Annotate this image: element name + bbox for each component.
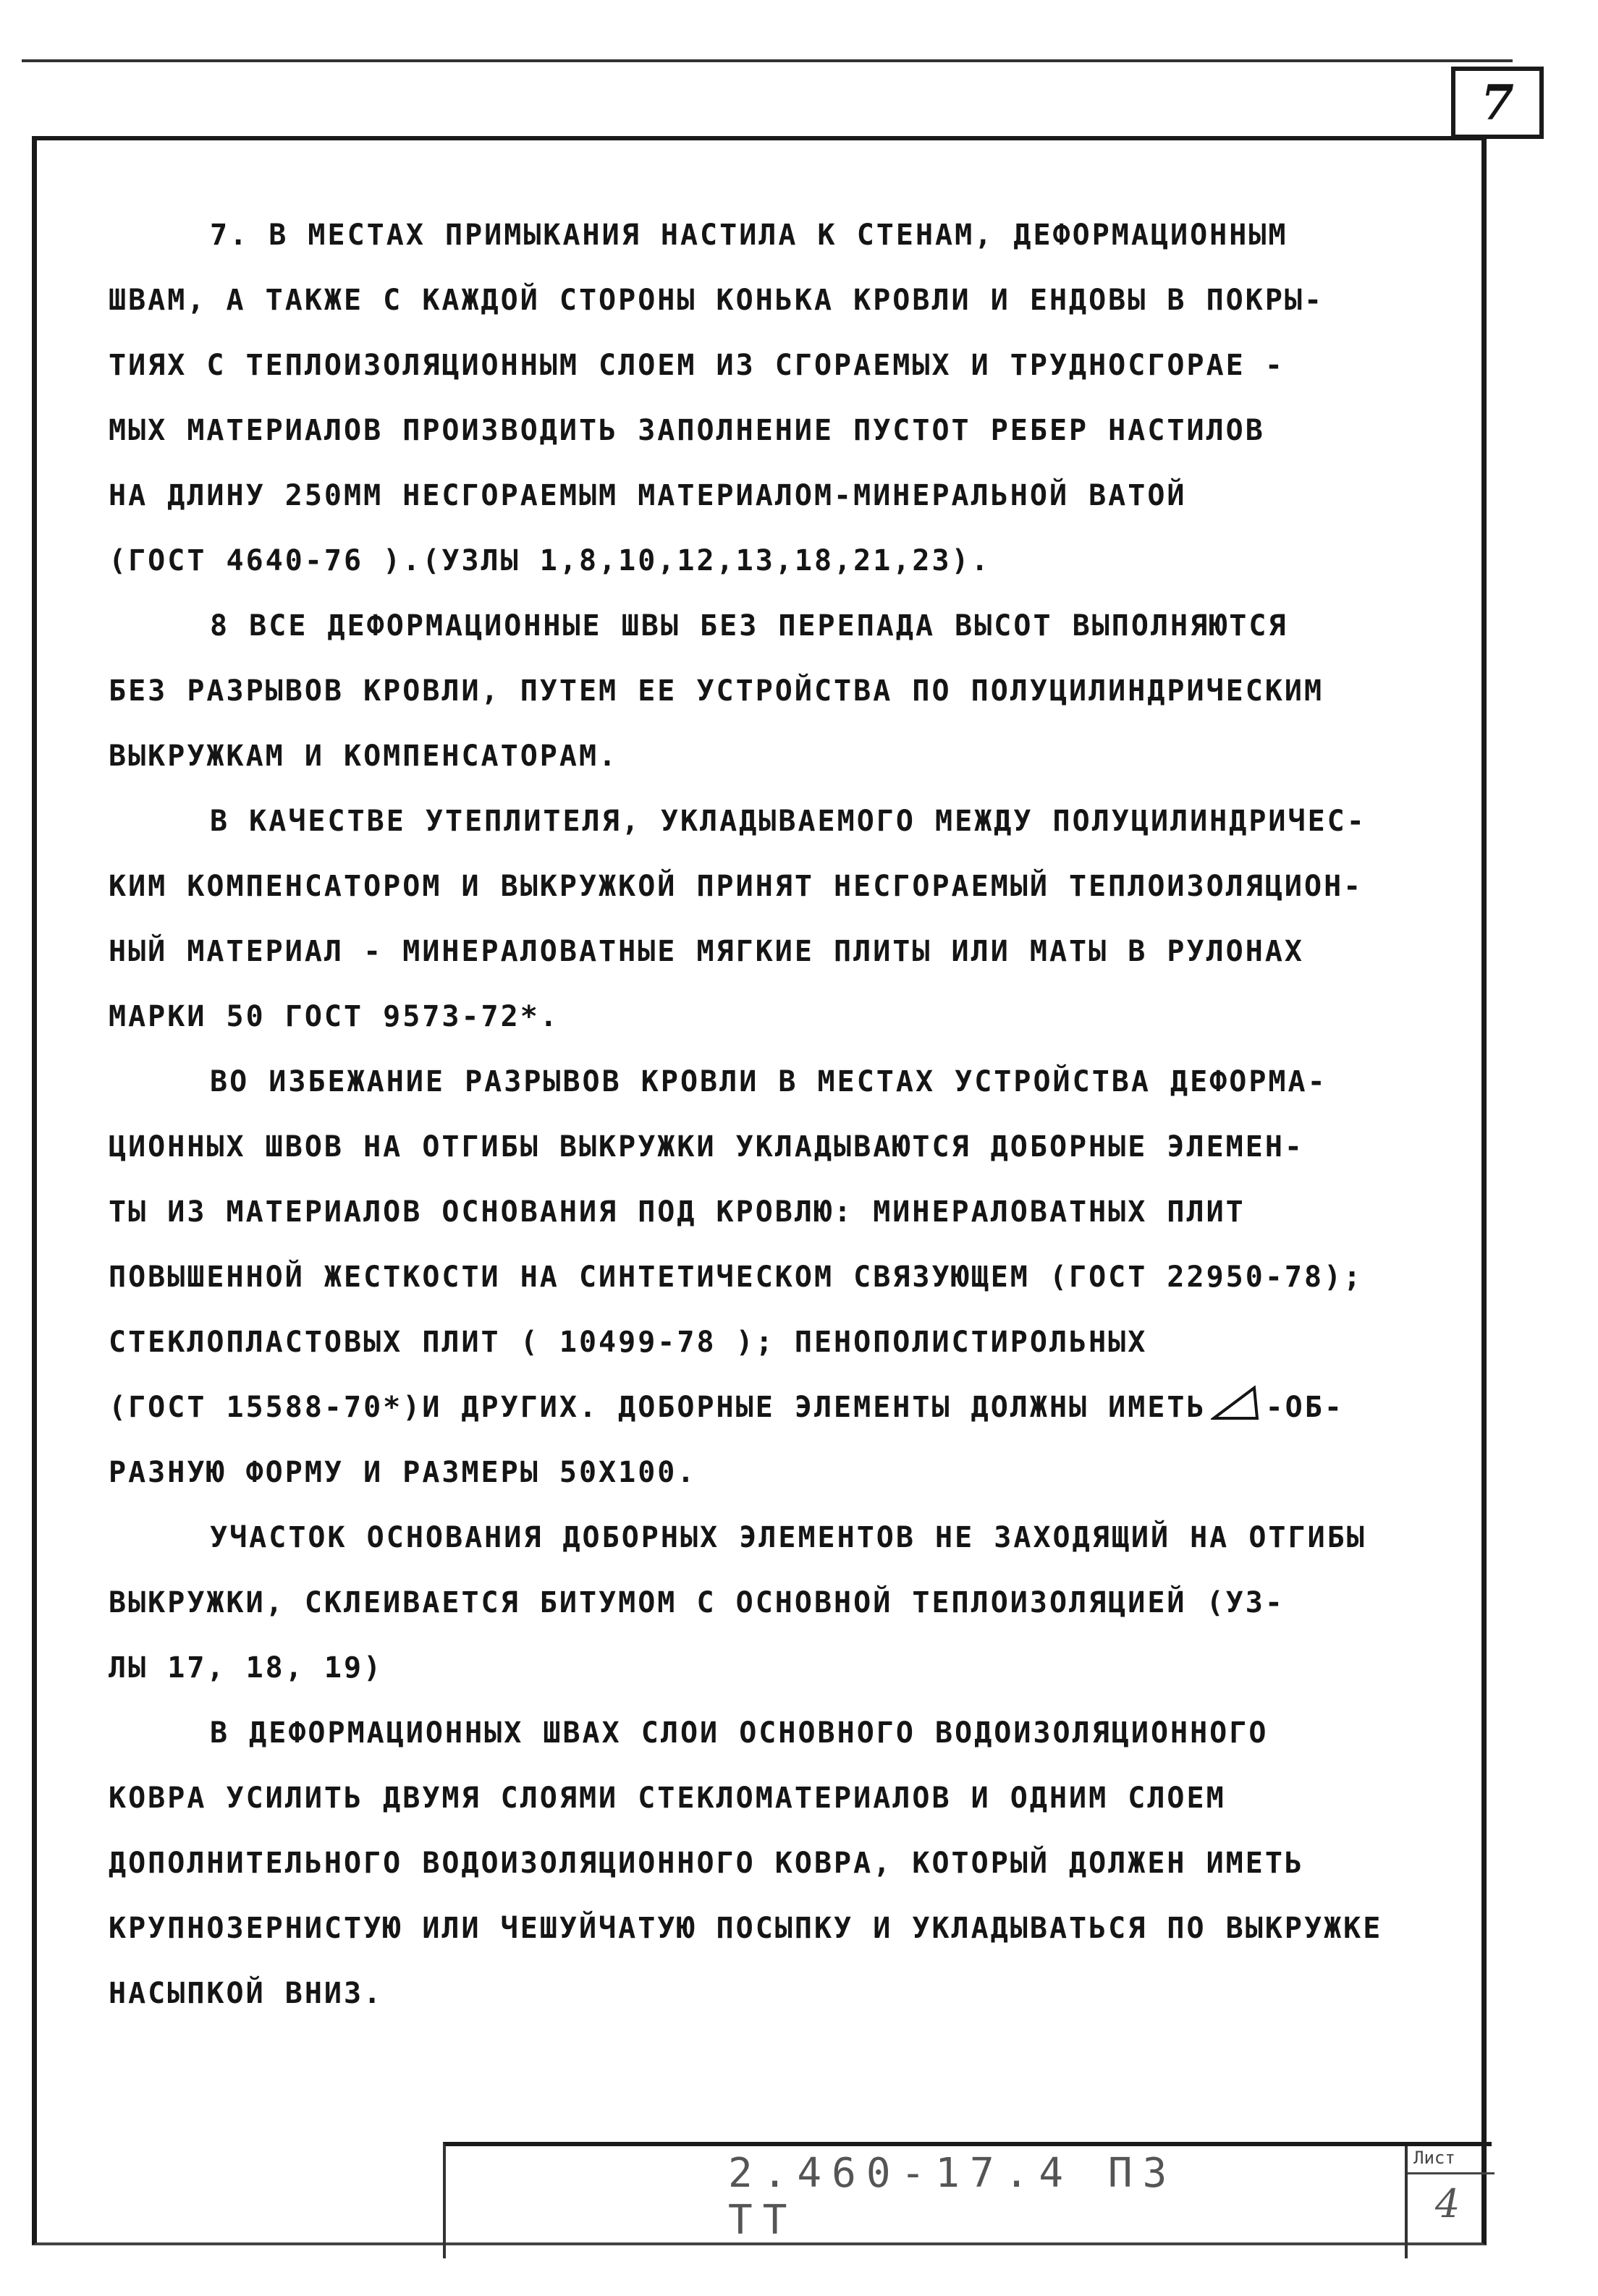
text-line: НА ДЛИНУ 250ММ НЕСГОРАЕМЫМ МАТЕРИАЛОМ-МИНЕРАЛЬНОЙ ВАТОЙ (109, 479, 1187, 512)
page-top-rule (22, 59, 1513, 62)
sheet-divider (1408, 2172, 1495, 2174)
text-line-part: (ГОСТ 15588-70*)И ДРУГИХ. ДОБОРНЫЕ ЭЛЕМЕНТЫ ДОЛЖНЫ ИМЕТЬ (109, 1391, 1206, 1424)
triangle-shape-icon (1211, 1385, 1261, 1421)
text-line: СТЕКЛОПЛАСТОВЫХ ПЛИТ ( 10499-78 ); ПЕНОПОЛИСТИРОЛЬНЫХ (109, 1326, 1148, 1359)
text-line: ТИЯХ С ТЕПЛОИЗОЛЯЦИОННЫМ СЛОЕМ ИЗ СГОРАЕМЫХ И ТРУДНОСГОРАЕ - (109, 349, 1285, 382)
text-line: ШВАМ, А ТАКЖЕ С КАЖДОЙ СТОРОНЫ КОНЬКА КРОВЛИ И ЕНДОВЫ В ПОКРЫ- (109, 284, 1324, 317)
title-block-stamp (443, 2142, 1492, 2258)
text-line: В ДЕФОРМАЦИОННЫХ ШВАХ СЛОИ ОСНОВНОГО ВОДОИЗОЛЯЦИОННОГО (210, 1716, 1269, 1750)
text-line: КОВРА УСИЛИТЬ ДВУМЯ СЛОЯМИ СТЕКЛОМАТЕРИАЛОВ И ОДНИМ СЛОЕМ (109, 1782, 1226, 1815)
text-line: МЫХ МАТЕРИАЛОВ ПРОИЗВОДИТЬ ЗАПОЛНЕНИЕ ПУСТОТ РЕБЕР НАСТИЛОВ (109, 414, 1265, 447)
text-line: РАЗНУЮ ФОРМУ И РАЗМЕРЫ 50Х100. (109, 1456, 697, 1489)
text-line: ЛЫ 17, 18, 19) (109, 1651, 384, 1685)
sheet-label: Лист (1413, 2148, 1455, 2168)
document-code: 2.460-17.4 ПЗ ТТ (728, 2150, 1178, 2244)
page-number: 7 (1451, 67, 1544, 139)
text-line (109, 1375, 1462, 1440)
text-line: 8 ВСЕ ДЕФОРМАЦИОННЫЕ ШВЫ БЕЗ ПЕРЕПАДА ВЫСОТ ВЫПОЛНЯЮТСЯ (210, 609, 1288, 643)
text-line: ПОВЫШЕННОЙ ЖЕСТКОСТИ НА СИНТЕТИЧЕСКОМ СВЯЗУЮЩЕМ (ГОСТ 22950-78); (109, 1261, 1364, 1294)
text-line: НЫЙ МАТЕРИАЛ - МИНЕРАЛОВАТНЫЕ МЯГКИЕ ПЛИТЫ ИЛИ МАТЫ В РУЛОНАХ (109, 935, 1305, 968)
sheet-cell (1405, 2146, 1495, 2258)
text-line: КРУПНОЗЕРНИСТУЮ ИЛИ ЧЕШУЙЧАТУЮ ПОСЫПКУ И УКЛАДЫВАТЬСЯ ПО ВЫКРУЖКЕ (109, 1912, 1383, 1945)
text-line: 7. В МЕСТАХ ПРИМЫКАНИЯ НАСТИЛА К СТЕНАМ, ДЕФОРМАЦИОННЫМ (210, 219, 1288, 252)
text-line: ЦИОННЫХ ШВОВ НА ОТГИБЫ ВЫКРУЖКИ УКЛАДЫВАЮТСЯ ДОБОРНЫЕ ЭЛЕМЕН- (109, 1130, 1305, 1164)
text-line: БЕЗ РАЗРЫВОВ КРОВЛИ, ПУТЕМ ЕЕ УСТРОЙСТВА ПО ПОЛУЦИЛИНДРИЧЕСКИМ (109, 674, 1324, 708)
text-line: ДОПОЛНИТЕЛЬНОГО ВОДОИЗОЛЯЦИОННОГО КОВРА, КОТОРЫЙ ДОЛЖЕН ИМЕТЬ (109, 1847, 1305, 1880)
text-line: ТЫ ИЗ МАТЕРИАЛОВ ОСНОВАНИЯ ПОД КРОВЛЮ: МИНЕРАЛОВАТНЫХ ПЛИТ (109, 1195, 1246, 1229)
text-line: ВЫКРУЖКИ, СКЛЕИВАЕТСЯ БИТУМОМ С ОСНОВНОЙ ТЕПЛОИЗОЛЯЦИЕЙ (УЗ- (109, 1586, 1285, 1619)
sheet-number: 4 (1434, 2181, 1460, 2227)
text-line: (ГОСТ 4640-76 ).(УЗЛЫ 1,8,10,12,13,18,21,23). (109, 544, 991, 577)
body-text (109, 203, 1462, 2026)
text-line: ВО ИЗБЕЖАНИЕ РАЗРЫВОВ КРОВЛИ В МЕСТАХ УСТРОЙСТВА ДЕФОРМА- (210, 1065, 1327, 1098)
text-line: В КАЧЕСТВЕ УТЕПЛИТЕЛЯ, УКЛАДЫВАЕМОГО МЕЖДУ ПОЛУЦИЛИНДРИЧЕС- (210, 805, 1366, 838)
text-line: УЧАСТОК ОСНОВАНИЯ ДОБОРНЫХ ЭЛЕМЕНТОВ НЕ ЗАХОДЯЩИЙ НА ОТГИБЫ (210, 1521, 1366, 1554)
text-line: МАРКИ 50 ГОСТ 9573-72*. (109, 1000, 559, 1033)
text-line-part: -ОБ- (1265, 1391, 1344, 1424)
text-line: НАСЫПКОЙ ВНИЗ. (109, 1977, 384, 2010)
text-line: КИМ КОМПЕНСАТОРОМ И ВЫКРУЖКОЙ ПРИНЯТ НЕСГОРАЕМЫЙ ТЕПЛОИЗОЛЯЦИОН- (109, 870, 1364, 903)
text-line: ВЫКРУЖКАМ И КОМПЕНСАТОРАМ. (109, 740, 619, 773)
